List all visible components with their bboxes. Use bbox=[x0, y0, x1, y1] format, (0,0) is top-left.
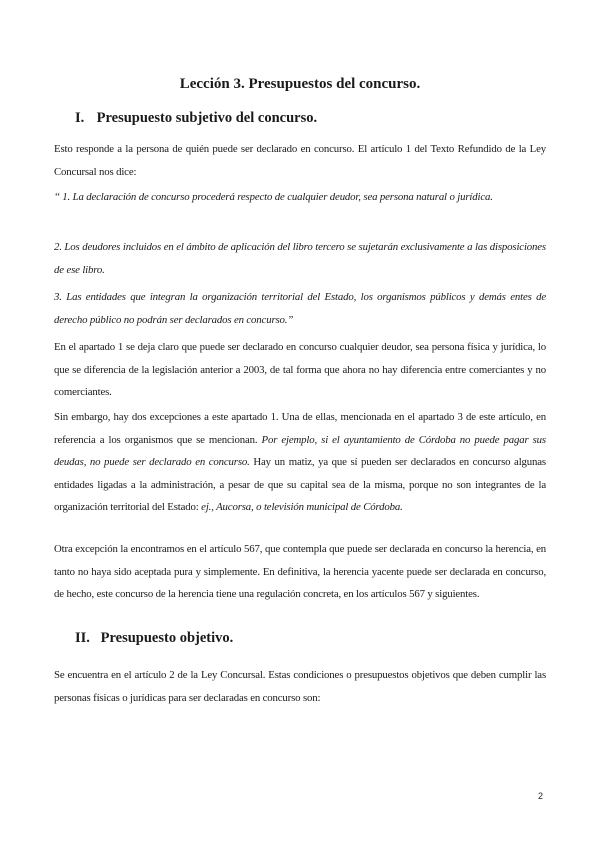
page-number: 2 bbox=[538, 791, 544, 801]
italic-example: Por ejemplo, si el ayuntamiento de Córdoba no puede pagar sus deudas, no puede ser declarado en concurso. bbox=[54, 433, 546, 468]
section-number: I. bbox=[75, 110, 85, 126]
paragraph-apartado-1: En el apartado 1 se deja claro que puede ser declarado en concurso cualquier deudor, sea persona física y jurídica, lo que se diferencia de la legislación anterior a 2003, de tal forma que ahora no hay diferencia entre comerciantes y no comerciantes. bbox=[54, 341, 546, 398]
paragraph-intro: Esto responde a la persona de quién puede ser declarado en concurso. El artículo 1 del Texto Refundido de la Ley Concursal nos dice: bbox=[54, 143, 546, 178]
paragraph-objetivo: Se encuentra en el artículo 2 de la Ley Concursal. Estas condiciones o presupuestos objetivos que deben cumplir las personas físicas o jurídicas para ser declaradas en concurso son: bbox=[54, 669, 546, 704]
section-heading-text: Presupuesto objetivo. bbox=[100, 630, 234, 646]
section-heading-objetivo bbox=[75, 630, 233, 647]
italic-example: ej., Aucorsa, o televisión municipal de Córdoba. bbox=[201, 501, 403, 513]
section-number: II. bbox=[75, 630, 90, 646]
section-heading-subjetivo bbox=[75, 110, 317, 127]
paragraph-herencia: Otra excepción la encontramos en el artículo 567, que contempla que puede ser declarada en concurso la herencia, en tanto no haya sido aceptada pura y simplemente. En definitiva, la herencia yacente puede ser declarada en concurso, de hecho, este concurso de la herencia tiene una regulación concreta, en los artículos 567 y siguientes. bbox=[54, 543, 546, 600]
text-segment: Sin embargo, hay dos excepciones a este apartado 1. Una de ellas, mencionada en el apartado 3 de este artículo, en referencia a los organismos que se mencionan. bbox=[54, 411, 546, 446]
quote-item-2: 2. Los deudores incluidos en el ámbito de aplicación del libro tercero se sujetarán exclusivamente a las disposiciones de ese libro. bbox=[54, 241, 546, 276]
section-heading-text: Presupuesto subjetivo del concurso. bbox=[96, 110, 318, 126]
page-title: Lección 3. Presupuestos del concurso. bbox=[179, 76, 421, 92]
quote-item-3: 3. Las entidades que integran la organización territorial del Estado, los organismos públicos y demás entes de derecho público no podrán ser declarados en concurso.” bbox=[54, 291, 546, 326]
text-segment: Hay un matiz, ya que sí pueden ser declarados en concurso algunas entidades ligadas a la administración, a pesar de que su capital sea de la misma, porque no son integrantes de la organización territorial del Estado: bbox=[54, 456, 546, 513]
paragraph-excepciones bbox=[54, 406, 546, 519]
quote-item-1: ‘‘ 1. La declaración de concurso procederá respecto de cualquier deudor, sea persona natural o jurídica. bbox=[54, 191, 493, 203]
